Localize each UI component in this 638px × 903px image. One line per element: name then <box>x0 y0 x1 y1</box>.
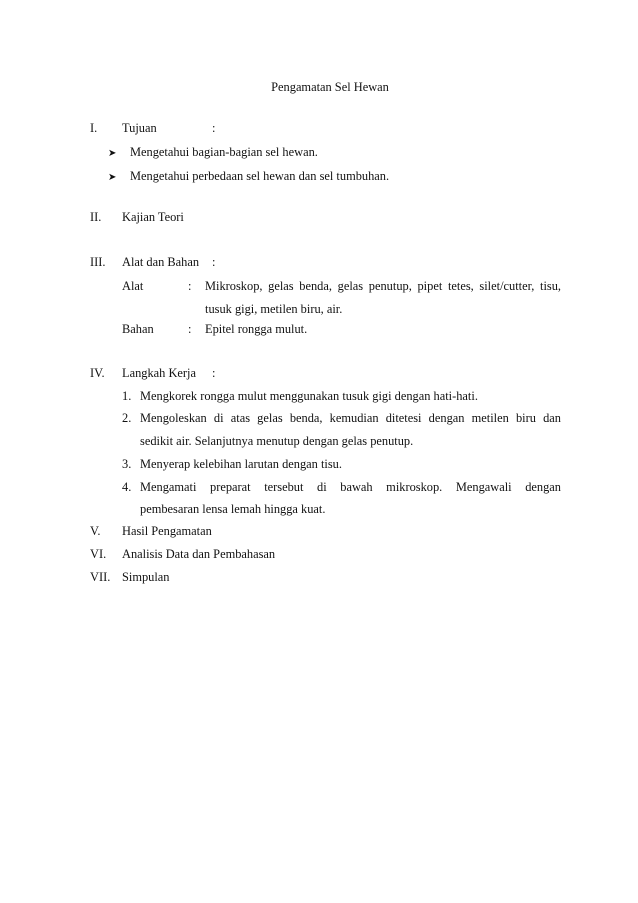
bahan-value: Epitel rongga mulut. <box>205 322 308 336</box>
tujuan-bullet-1: Mengetahui bagian-bagian sel hewan. <box>130 145 318 159</box>
section-heading-hasil: Hasil Pengamatan <box>122 524 212 538</box>
alat-colon: : <box>188 279 192 293</box>
step-text-2-line-1: Mengoleskan di atas gelas benda, kemudian ditetesi dengan metilen biru dan <box>140 411 561 425</box>
section-heading-tujuan: Tujuan <box>122 121 157 135</box>
step-text-4-line-2: pembesaran lensa lemah hingga kuat. <box>140 502 326 516</box>
bahan-label: Bahan <box>122 322 154 336</box>
section-heading-alat-bahan: Alat dan Bahan <box>122 255 200 269</box>
step-number-3: 3. <box>122 457 132 471</box>
document-title: Pengamatan Sel Hewan <box>271 80 389 94</box>
section-number-2: II. <box>90 210 102 224</box>
step-number-4: 4. <box>122 480 132 494</box>
section-heading-langkah-kerja: Langkah Kerja <box>122 366 196 380</box>
section-heading-analisis: Analisis Data dan Pembahasan <box>122 547 276 561</box>
section-number-6: VI. <box>90 547 107 561</box>
alat-value-line-1: Mikroskop, gelas benda, gelas penutup, pipet tetes, silet/cutter, tisu, <box>205 279 561 293</box>
section-colon-tujuan: : <box>212 121 216 135</box>
step-number-1: 1. <box>122 389 132 403</box>
section-heading-kajian-teori: Kajian Teori <box>122 210 184 224</box>
section-number-7: VII. <box>90 570 111 584</box>
section-colon-alat-bahan: : <box>212 255 216 269</box>
step-text-3: Menyerap kelebihan larutan dengan tisu. <box>140 457 342 471</box>
arrow-bullet-icon: ➤ <box>108 172 117 183</box>
alat-label: Alat <box>122 279 144 293</box>
alat-value-line-2: tusuk gigi, metilen biru, air. <box>205 302 343 316</box>
step-text-1: Mengkorek rongga mulut menggunakan tusuk gigi dengan hati-hati. <box>140 389 478 403</box>
section-colon-langkah-kerja: : <box>212 366 216 380</box>
step-text-2-line-2: sedikit air. Selanjutnya menutup dengan gelas penutup. <box>140 434 414 448</box>
section-number-5: V. <box>90 524 101 538</box>
arrow-bullet-icon: ➤ <box>108 148 117 159</box>
section-heading-simpulan: Simpulan <box>122 570 170 584</box>
section-number-1: I. <box>90 121 98 135</box>
step-number-2: 2. <box>122 411 132 425</box>
tujuan-bullet-2: Mengetahui perbedaan sel hewan dan sel tumbuhan. <box>130 169 390 183</box>
section-number-3: III. <box>90 255 106 269</box>
step-text-4-line-1: Mengamati preparat tersebut di bawah mikroskop. Mengawali dengan <box>140 480 561 494</box>
section-number-4: IV. <box>90 366 105 380</box>
bahan-colon: : <box>188 322 192 336</box>
